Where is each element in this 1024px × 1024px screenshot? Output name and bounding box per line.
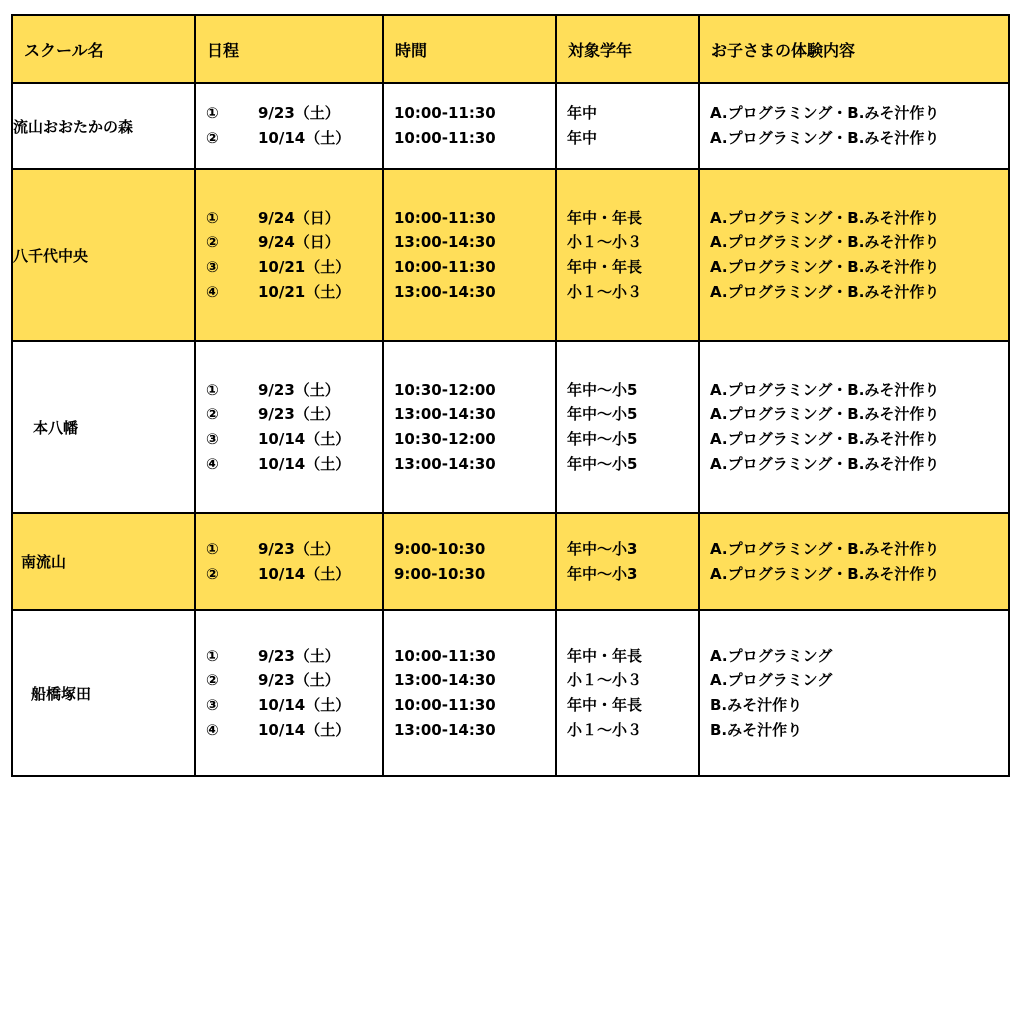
school-name: 流山おおたかの森 <box>13 117 134 136</box>
session-number: ① <box>206 104 219 123</box>
schedule-line <box>206 402 382 427</box>
header-grade: 対象学年 <box>556 15 699 83</box>
time-cell <box>383 513 556 610</box>
session-date: 10/14（土） <box>258 430 351 448</box>
schedule-line <box>206 537 382 562</box>
session-date: 9/23（土） <box>258 405 340 424</box>
session-grade: 年中・年長 <box>567 258 643 276</box>
session-content: A.プログラミング・B.みそ汁作り <box>710 233 940 252</box>
school-name: 本八幡 <box>33 418 79 437</box>
session-time: 13:00-14:30 <box>394 233 496 252</box>
session-grade: 小１～小３ <box>567 233 643 252</box>
session-grade: 年中・年長 <box>567 208 643 227</box>
session-content: A.プログラミング <box>710 671 833 690</box>
session-date: 9/23（土） <box>258 671 340 690</box>
header-row <box>12 15 1009 83</box>
session-date: 9/24（日） <box>258 208 340 227</box>
session-content: B.みそ汁作り <box>710 696 803 714</box>
session-content: A.プログラミング・B.みそ汁作り <box>710 539 940 558</box>
session-date: 9/23（土） <box>258 380 340 399</box>
school-name-cell <box>12 169 195 341</box>
schedule-line <box>206 206 382 231</box>
grade-cell <box>556 610 699 776</box>
session-time: 10:30-12:00 <box>394 430 496 448</box>
school-name-cell <box>12 513 195 610</box>
session-time: 10:00-11:30 <box>394 646 496 665</box>
session-number: ④ <box>206 720 219 739</box>
session-grade: 年中・年長 <box>567 646 643 665</box>
session-content: A.プログラミング・B.みそ汁作り <box>710 258 940 276</box>
schedule-line <box>206 280 382 305</box>
session-time: 10:00-11:30 <box>394 258 496 276</box>
schedule-line <box>206 693 382 718</box>
grade-cell <box>556 341 699 513</box>
grade-cell <box>556 513 699 610</box>
schedule-body <box>12 15 1009 776</box>
session-number: ② <box>206 671 219 690</box>
header-schedule: 日程 <box>195 15 383 83</box>
school-row <box>12 610 1009 776</box>
session-date: 10/14（土） <box>258 564 351 583</box>
session-number: ① <box>206 380 219 399</box>
session-content: A.プログラミング・B.みそ汁作り <box>710 104 940 123</box>
schedule-cell <box>195 83 383 169</box>
school-row <box>12 83 1009 169</box>
session-time: 9:00-10:30 <box>394 539 486 558</box>
header-time: 時間 <box>383 15 556 83</box>
session-number: ③ <box>206 696 219 714</box>
time-cell <box>383 341 556 513</box>
session-date: 9/23（土） <box>258 646 340 665</box>
school-row <box>12 513 1009 610</box>
session-time: 10:00-11:30 <box>394 208 496 227</box>
session-grade: 年中 <box>567 104 598 123</box>
session-grade: 年中～小5 <box>567 380 638 399</box>
session-time: 10:00-11:30 <box>394 129 496 147</box>
time-cell <box>383 83 556 169</box>
schedule-line <box>206 718 382 743</box>
header-school: スクール名 <box>12 15 195 83</box>
session-time: 13:00-14:30 <box>394 720 496 739</box>
schedule-cell <box>195 341 383 513</box>
school-name: 八千代中央 <box>13 246 89 265</box>
session-grade: 年中～小5 <box>567 454 638 473</box>
session-grade: 年中～小3 <box>567 539 638 558</box>
session-number: ④ <box>206 454 219 473</box>
content-cell <box>699 83 1009 169</box>
school-name: 南流山 <box>21 553 67 571</box>
session-date: 9/24（日） <box>258 233 340 252</box>
school-row <box>12 169 1009 341</box>
session-number: ① <box>206 539 219 558</box>
session-date: 9/23（土） <box>258 104 340 123</box>
school-name-cell <box>12 610 195 776</box>
content-cell <box>699 341 1009 513</box>
session-time: 10:00-11:30 <box>394 104 496 123</box>
session-content: A.プログラミング・B.みそ汁作り <box>710 208 940 227</box>
session-number: ④ <box>206 282 219 301</box>
school-name-cell <box>12 341 195 513</box>
session-date: 10/14（土） <box>258 129 351 147</box>
session-time: 13:00-14:30 <box>394 405 496 424</box>
session-content: A.プログラミング・B.みそ汁作り <box>710 405 940 424</box>
session-grade: 年中～小5 <box>567 405 638 424</box>
schedule-line <box>206 378 382 403</box>
grade-cell <box>556 169 699 341</box>
session-content: A.プログラミング・B.みそ汁作り <box>710 380 940 399</box>
session-time: 13:00-14:30 <box>394 671 496 690</box>
time-cell <box>383 610 556 776</box>
session-content: A.プログラミング <box>710 646 833 665</box>
session-time: 10:00-11:30 <box>394 696 496 714</box>
session-number: ① <box>206 208 219 227</box>
session-grade: 年中～小5 <box>567 430 638 448</box>
session-number: ② <box>206 405 219 424</box>
session-grade: 小１～小３ <box>567 282 643 301</box>
schedule-line <box>206 255 382 280</box>
schedule-line <box>206 427 382 452</box>
content-cell <box>699 169 1009 341</box>
session-number: ③ <box>206 430 219 448</box>
session-number: ② <box>206 233 219 252</box>
session-time: 13:00-14:30 <box>394 282 496 301</box>
session-content: A.プログラミング・B.みそ汁作り <box>710 564 940 583</box>
session-content: A.プログラミング・B.みそ汁作り <box>710 454 940 473</box>
schedule-cell <box>195 610 383 776</box>
session-number: ① <box>206 646 219 665</box>
session-time: 13:00-14:30 <box>394 454 496 473</box>
schedule-line <box>206 644 382 669</box>
content-cell <box>699 610 1009 776</box>
session-time: 10:30-12:00 <box>394 380 496 399</box>
schedule-line <box>206 668 382 693</box>
session-date: 10/14（土） <box>258 720 351 739</box>
session-date: 10/14（土） <box>258 454 351 473</box>
grade-cell <box>556 83 699 169</box>
session-date: 10/21（土） <box>258 282 351 301</box>
session-grade: 小１～小３ <box>567 720 643 739</box>
session-grade: 年中 <box>567 129 598 147</box>
schedule-line <box>206 452 382 477</box>
session-date: 9/23（土） <box>258 539 340 558</box>
schedule-line <box>206 230 382 255</box>
session-content: B.みそ汁作り <box>710 720 803 739</box>
schedule-line <box>206 126 382 151</box>
session-content: A.プログラミング・B.みそ汁作り <box>710 282 940 301</box>
schedule-cell <box>195 169 383 341</box>
session-number: ② <box>206 129 219 147</box>
session-date: 10/21（土） <box>258 258 351 276</box>
session-content: A.プログラミング・B.みそ汁作り <box>710 129 940 147</box>
schedule-line <box>206 562 382 587</box>
session-grade: 年中・年長 <box>567 696 643 714</box>
session-grade: 年中～小3 <box>567 564 638 583</box>
session-number: ③ <box>206 258 219 276</box>
content-cell <box>699 513 1009 610</box>
session-number: ② <box>206 564 219 583</box>
school-name-cell <box>12 83 195 169</box>
time-cell <box>383 169 556 341</box>
school-name: 船橋塚田 <box>31 684 92 703</box>
school-row <box>12 341 1009 513</box>
schedule-table <box>11 14 1010 777</box>
session-time: 9:00-10:30 <box>394 564 486 583</box>
header-content: お子さまの体験内容 <box>699 15 1009 83</box>
schedule-cell <box>195 513 383 610</box>
session-grade: 小１～小３ <box>567 671 643 690</box>
schedule-line <box>206 101 382 126</box>
session-date: 10/14（土） <box>258 696 351 714</box>
session-content: A.プログラミング・B.みそ汁作り <box>710 430 940 448</box>
